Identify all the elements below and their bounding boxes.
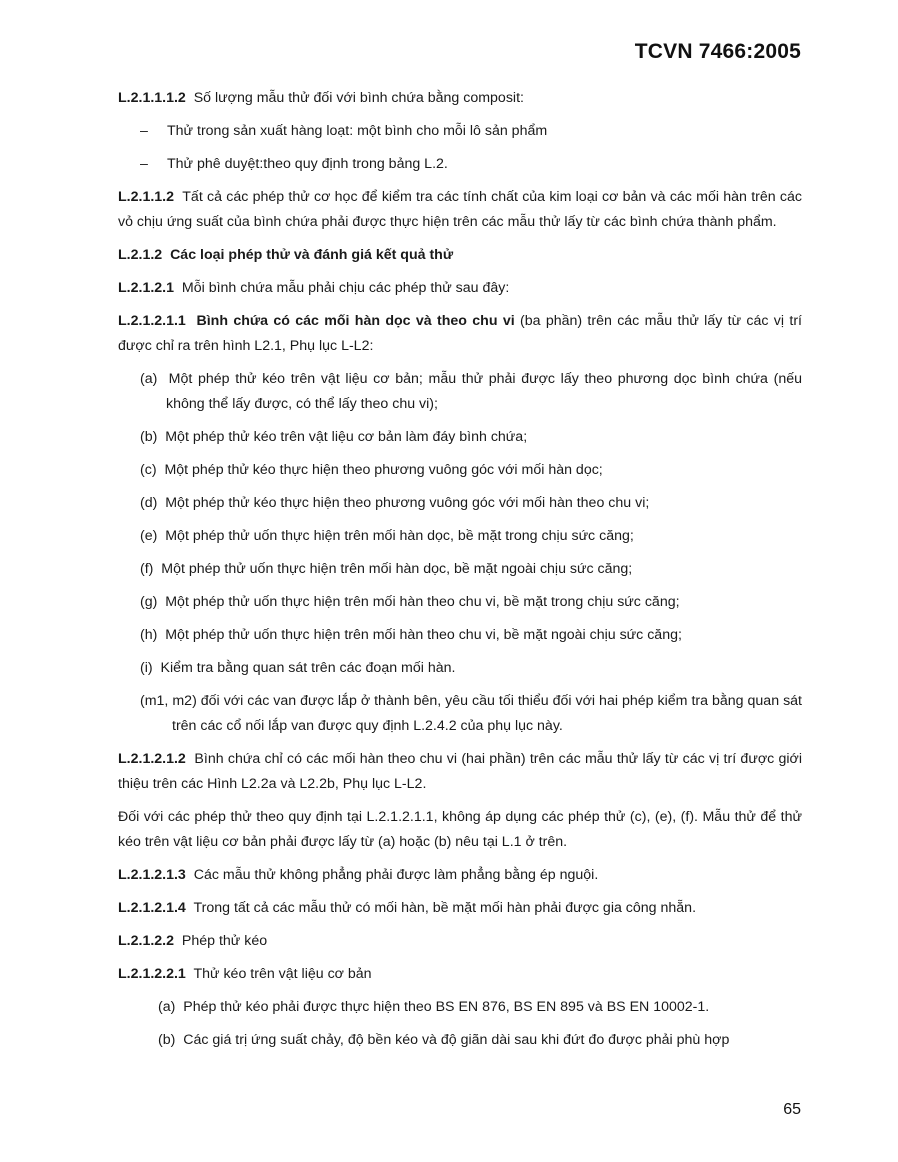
paragraph: [118, 896, 802, 921]
clause-number: L.2.1.2.2.1: [118, 966, 186, 982]
test-text: Một phép thử kéo thực hiện theo phương vuông góc với mối hàn dọc;: [164, 462, 603, 478]
dash-bullet: –: [140, 123, 148, 139]
list-item: [140, 119, 802, 144]
clause-text: Đối với các phép thử theo quy định tại L.2.1.2.1.1, không áp dụng các phép thử (c), (e), (f). Mẫu thử để thử kéo trên vật liệu cơ bản phải được lấy từ (a) hoặc (b) nêu tại L.1 ở trên.: [118, 809, 802, 850]
test-item: [140, 623, 802, 648]
paragraph: [118, 863, 802, 888]
sub-item-label: (b): [158, 1032, 176, 1048]
test-item: [140, 524, 802, 549]
sub-item-label: (a): [158, 999, 176, 1015]
test-label: (g): [140, 594, 158, 610]
clause-number: L.2.1.1.2: [118, 189, 174, 205]
test-text: Một phép thử uốn thực hiện trên mối hàn theo chu vi, bề mặt ngoài chịu sức căng;: [165, 627, 682, 643]
clause-text: Các mẫu thử không phẳng phải được làm phẳng bằng ép nguội.: [193, 867, 599, 883]
test-item: [140, 491, 802, 516]
clause-bold-text: Bình chứa có các mối hàn dọc và theo chu vi: [196, 313, 515, 329]
test-label: (m1, m2): [140, 693, 197, 709]
sub-item-text: Các giá trị ứng suất chảy, độ bền kéo và độ giãn dài sau khi đứt đo được phải phù hợp: [183, 1032, 730, 1048]
test-label: (h): [140, 627, 158, 643]
list-item-text: Thử phê duyệt:theo quy định trong bảng L.2.: [167, 156, 448, 172]
test-label: (e): [140, 528, 158, 544]
document-standard-header: TCVN 7466:2005: [634, 40, 801, 63]
paragraph: [118, 86, 802, 111]
paragraph: [118, 747, 802, 797]
test-item: [140, 689, 802, 739]
sub-item-text: Phép thử kéo phải được thực hiện theo BS EN 876, BS EN 895 và BS EN 10002-1.: [183, 999, 710, 1015]
test-label: (c): [140, 462, 157, 478]
test-item: [140, 656, 802, 681]
clause-number: L.2.1.2.1.2: [118, 751, 186, 767]
sub-item: [158, 1028, 802, 1053]
clause-number: L.2.1.2.1: [118, 280, 174, 296]
section-title: Các loại phép thử và đánh giá kết quả thử: [170, 247, 454, 263]
test-text: Một phép thử uốn thực hiện trên mối hàn dọc, bề mặt ngoài chịu sức căng;: [161, 561, 633, 577]
test-text: Một phép thử uốn thực hiện trên mối hàn theo chu vi, bề mặt trong chịu sức căng;: [165, 594, 680, 610]
test-text: Một phép thử kéo trên vật liệu cơ bản; mẫu thử phải được lấy theo phương dọc bình chứa (nếu không thể lấy được, có thể lấy theo chu vi);: [166, 371, 802, 412]
sub-item: [158, 995, 802, 1020]
paragraph: [118, 962, 802, 987]
clause-text: Mỗi bình chứa mẫu phải chịu các phép thử sau đây:: [181, 280, 510, 296]
page-number: 65: [783, 1101, 801, 1118]
paragraph: [118, 309, 802, 359]
clause-number: L.2.1.2: [118, 247, 163, 263]
test-item: [140, 425, 802, 450]
test-label: (i): [140, 660, 153, 676]
clause-number: L.2.1.2.2: [118, 933, 174, 949]
test-item: [140, 590, 802, 615]
test-label: (a): [140, 371, 158, 387]
list-item: [140, 152, 802, 177]
test-label: (b): [140, 429, 158, 445]
test-label: (d): [140, 495, 158, 511]
clause-text: Bình chứa chỉ có các mối hàn theo chu vi (hai phần) trên các mẫu thử lấy từ các vị trí được giới thiệu trên các Hình L2.2a và L2.2b, Phụ lục L-L2.: [118, 751, 802, 792]
clause-text: Thử kéo trên vật liệu cơ bản: [193, 966, 372, 982]
test-text: Một phép thử kéo thực hiện theo phương vuông góc với mối hàn theo chu vi;: [165, 495, 650, 511]
test-item: [140, 367, 802, 417]
dash-bullet: –: [140, 156, 148, 172]
paragraph: [118, 805, 802, 855]
test-text: Một phép thử uốn thực hiện trên mối hàn dọc, bề mặt trong chịu sức căng;: [165, 528, 634, 544]
test-text: đối với các van được lắp ở thành bên, yêu cầu tối thiểu đối với hai phép kiểm tra bằng quan sát trên các cổ nối lắp van được quy định L.2.4.2 của phụ lục này.: [172, 693, 802, 734]
clause-text: Số lượng mẫu thử đối với bình chứa bằng composit:: [193, 90, 524, 106]
paragraph: [118, 929, 802, 954]
clause-number: L.2.1.2.1.3: [118, 867, 186, 883]
clause-text: Phép thử kéo: [181, 933, 268, 949]
test-item: [140, 458, 802, 483]
clause-number: L.2.1.2.1.4: [118, 900, 186, 916]
section-heading: [118, 243, 802, 268]
clause-number: L.2.1.2.1.1: [118, 313, 186, 329]
clause-text: (ba phần) trên các mẫu thử lấy từ các vị trí được chỉ ra trên hình L2.1, Phụ lục L-L2:: [118, 313, 802, 354]
paragraph: [118, 185, 802, 235]
clause-text: Trong tất cả các mẫu thử có mối hàn, bề mặt mối hàn phải được gia công nhẵn.: [193, 900, 697, 916]
clause-text: Tất cả các phép thử cơ học để kiểm tra các tính chất của kim loại cơ bản và các mối hàn trên các vỏ chịu ứng suất của bình chứa phải được thực hiện trên các mẫu thử lấy từ các bình chứa thành phẩm.: [118, 189, 802, 230]
test-item: [140, 557, 802, 582]
document-body: [118, 86, 802, 1061]
test-label: (f): [140, 561, 154, 577]
list-item-text: Thử trong sản xuất hàng loạt: một bình cho mỗi lô sản phẩm: [167, 123, 548, 139]
test-text: Kiểm tra bằng quan sát trên các đoạn mối hàn.: [160, 660, 456, 676]
clause-number: L.2.1.1.1.2: [118, 90, 186, 106]
paragraph: [118, 276, 802, 301]
test-text: Một phép thử kéo trên vật liệu cơ bản làm đáy bình chứa;: [165, 429, 528, 445]
